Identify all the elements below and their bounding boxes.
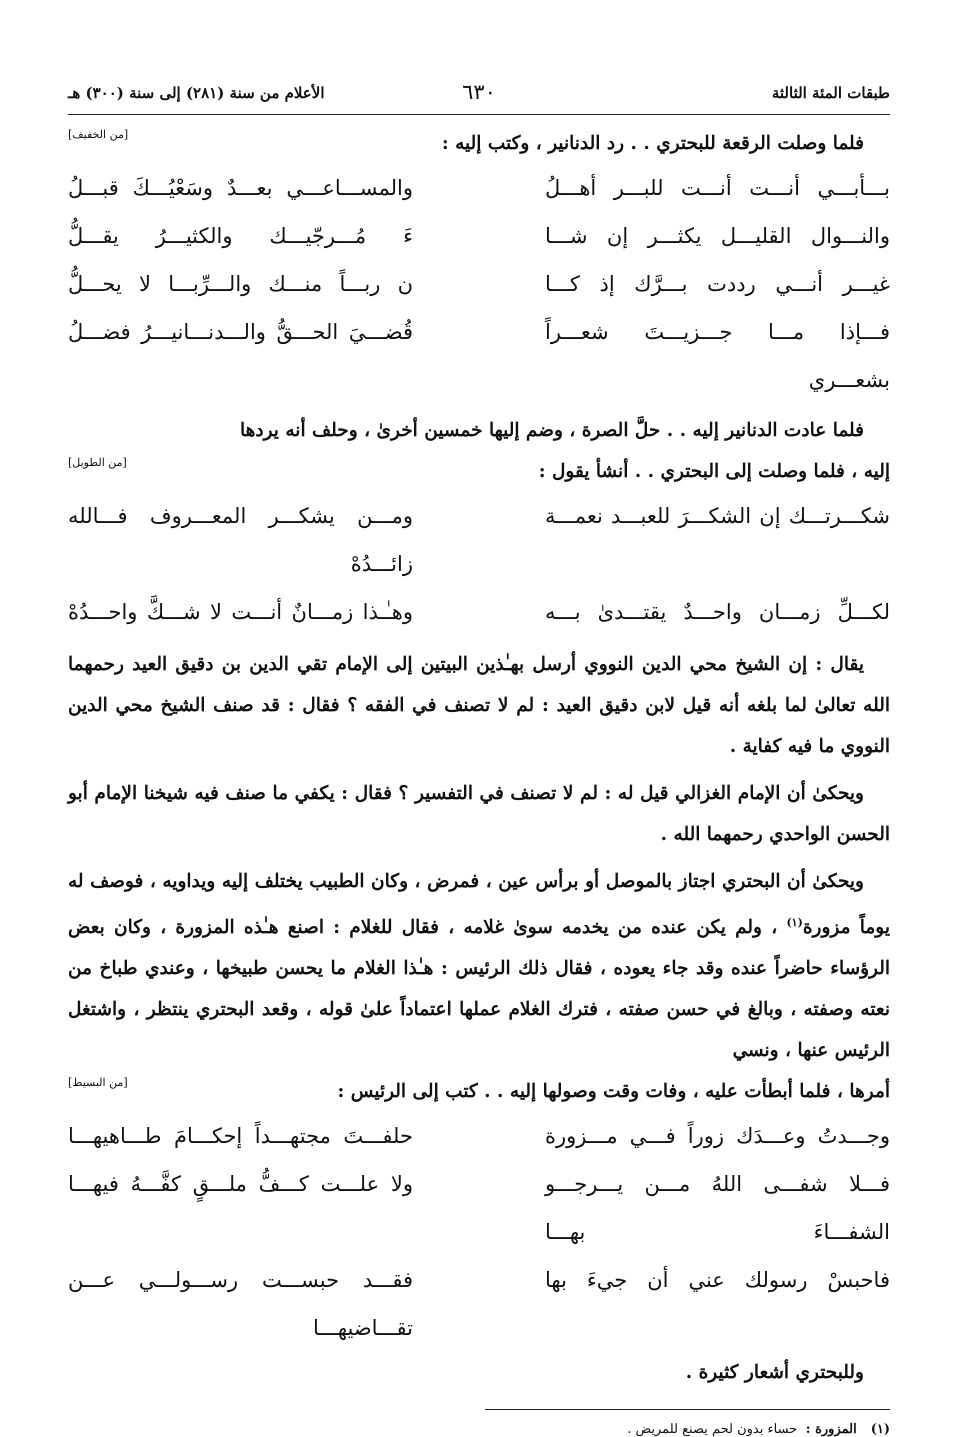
meter-label-tawil: [من الطويل]: [68, 456, 127, 469]
hemistich-second: ومـــن يشكـــر المعـــروف فـــالله زائـــدُهْ: [68, 504, 413, 576]
hemistich-first: غيـــر أنـــي رددت بـــرَّك إذ كـــا: [545, 272, 890, 296]
hemistich-first: وجـــدتُ وعـــدَك زوراً فـــي مـــزورة: [545, 1124, 890, 1149]
paragraph-6: وللبحتري أشعار كثيرة .: [685, 1362, 864, 1384]
paragraph-2: [68, 410, 890, 492]
paragraph-5-last: أمرها ، فلما أبطأت عليه ، وفات وقت وصولها إليه . . كتب إلى الرئيس :: [337, 1081, 890, 1103]
footnote-definition: حساء بدون لحم يصنع للمريض .: [627, 1422, 798, 1437]
hemistich-second: ولا علـــت كـــفُّ ملـــقٍ كفَّـــهُ فيهـــا: [68, 1172, 413, 1197]
hemistich-first: بـــأبـــي أنـــت أنـــت للبـــر أهـــلُ: [545, 176, 890, 200]
verse: [68, 1160, 890, 1256]
footnote-separator: [485, 1409, 890, 1410]
hemistich-second: فقـــد حبســـت رســـولـــي عـــن تقـــاضيهـــا: [68, 1268, 413, 1341]
paragraph-3: يقال : إن الشيخ محي الدين النووي أرسل بهـٰذين البيتين إلى الإمام تقي الدين بن دقيق العيد رحمهما الله تعالىٰ لما بلغه أنه قيل لابن دقيق العيد : لم لا تصنف في الفقه ؟ فقال : قد صنف الشيخ محي الدين النووي ما فيه كفاية .: [68, 654, 890, 757]
verse: [68, 492, 890, 588]
hemistich-first: فـــلا شفـــى اللهُ مـــن يـــرجـــو الشفـــاءَ بهـــا: [545, 1172, 890, 1245]
footnote-reference: (١): [786, 916, 803, 929]
page-number: ٦٣٠: [462, 80, 496, 104]
hemistich-first: والنـــوال القليـــل يكثـــر إن شـــا: [545, 224, 890, 248]
header-section-title: الأعلام من سنة (٢٨١) إلى سنة (٣٠٠) هـ: [68, 84, 325, 102]
verse: [68, 588, 890, 636]
hemistich-second: ءَ مُـــرجّيـــك والكثيـــرُ يقـــلُّ: [68, 224, 413, 248]
hemistich-first: فاحبسْ رسولك عني أن جيءَ بها: [545, 1268, 890, 1293]
paragraph-2-line-1: فلما عادت الدنانير إليه . . حلَّ الصرة ، وضم إليها خمسين أخرىٰ ، وحلف أنه يردها: [239, 420, 864, 441]
verse: [68, 212, 890, 260]
verse: [68, 1112, 890, 1160]
verse: [68, 164, 890, 212]
paragraph-5: [68, 861, 890, 1112]
hemistich-second: وهـٰـذا زمـــانٌ أنـــت لا شـــكَّ واحـــدُهْ: [68, 600, 413, 624]
paragraph-1: [68, 123, 890, 164]
hemistich-second: حلفـــتَ مجتهـــداً إحكـــامَ طـــاهيهـــا: [68, 1124, 413, 1149]
hemistich-first: شكـــرتـــك إن الشكـــرَ للعبـــد نعمـــة: [545, 504, 890, 528]
hemistich-second: قُضـــيَ الحـــقُّ والـــدنـــانيـــرُ فضـــلُ: [68, 320, 413, 344]
paragraph-4: ويحكىٰ أن الإمام الغزالي قيل له : لم لا تصنف في التفسير ؟ فقال : يكفي ما صنف فيه شيخنا الإمام أبو الحسن الواحدي رحمهما الله .: [68, 783, 890, 845]
poem-2: [68, 492, 890, 636]
page: [68, 70, 890, 1437]
running-header: [68, 70, 890, 115]
paragraph-1-text: فلما وصلت الرقعة للبحتري . . رد الدنانير ، وكتب إليه :: [441, 133, 864, 154]
footnote-number: (١): [870, 1422, 890, 1437]
hemistich-second: والمســـاعـــي بعـــدٌ وسَعْيُـــكَ قبـــلُ: [68, 176, 413, 200]
paragraph-5-text-b: ، ولم يكن عنده من يخدمه سوىٰ غلامه ، فقال للغلام : اصنع هـٰذه المزورة ، وكان بعض الرؤساء حاضراً عنده وقد جاء يعوده ، فقال ذلك الرئيس : هـٰذا الغلام ما يحسن طبيخها ، وعندي طباخ من نعته وصفته ، وبالغ في حسن صفته ، فترك الغلام عملها اعتماداً علىٰ قوله ، وقعد البحتري ينتظر ، واشتغل الرئيس عنها ، ونسي: [68, 917, 890, 1062]
paragraph-2-last-line: [68, 451, 890, 492]
paragraph-5-last-line: [68, 1071, 890, 1112]
poem-3: [68, 1112, 890, 1352]
meter-label-khafif: [من الخفيف]: [68, 128, 129, 141]
verse: [68, 260, 890, 308]
hemistich-first: لكـــلِّ زمـــان واحـــدٌ يقتـــدىٰ بـــه: [545, 600, 890, 624]
verse: [68, 1256, 890, 1352]
footnote-term: المزورة :: [805, 1422, 857, 1437]
footnote: [68, 1422, 890, 1437]
hemistich-first: فـــإذا مـــا جـــزيـــتَ شعـــراً بشعـــري: [545, 320, 890, 392]
paragraph-5-text-a: ويحكىٰ أن البحتري اجتاز بالموصل أو برأس عين ، فمرض ، وكان الطبيب يختلف إليه ويداويه ، فوصف له يوماً مزورة: [68, 871, 890, 939]
verse: [68, 308, 890, 404]
hemistich-second: ن ربـــاً منـــك والـــرِّبـــا لا يحـــلُّ: [68, 272, 413, 296]
poem-1: [68, 164, 890, 404]
meter-label-basit: [من البسيط]: [68, 1076, 128, 1090]
paragraph-2-line-2: إليه ، فلما وصلت إلى البحتري . . أنشأ يقول :: [538, 461, 890, 482]
header-book-title: طبقات المئة الثالثة: [771, 84, 890, 102]
paragraph-5-body: [68, 861, 890, 1071]
